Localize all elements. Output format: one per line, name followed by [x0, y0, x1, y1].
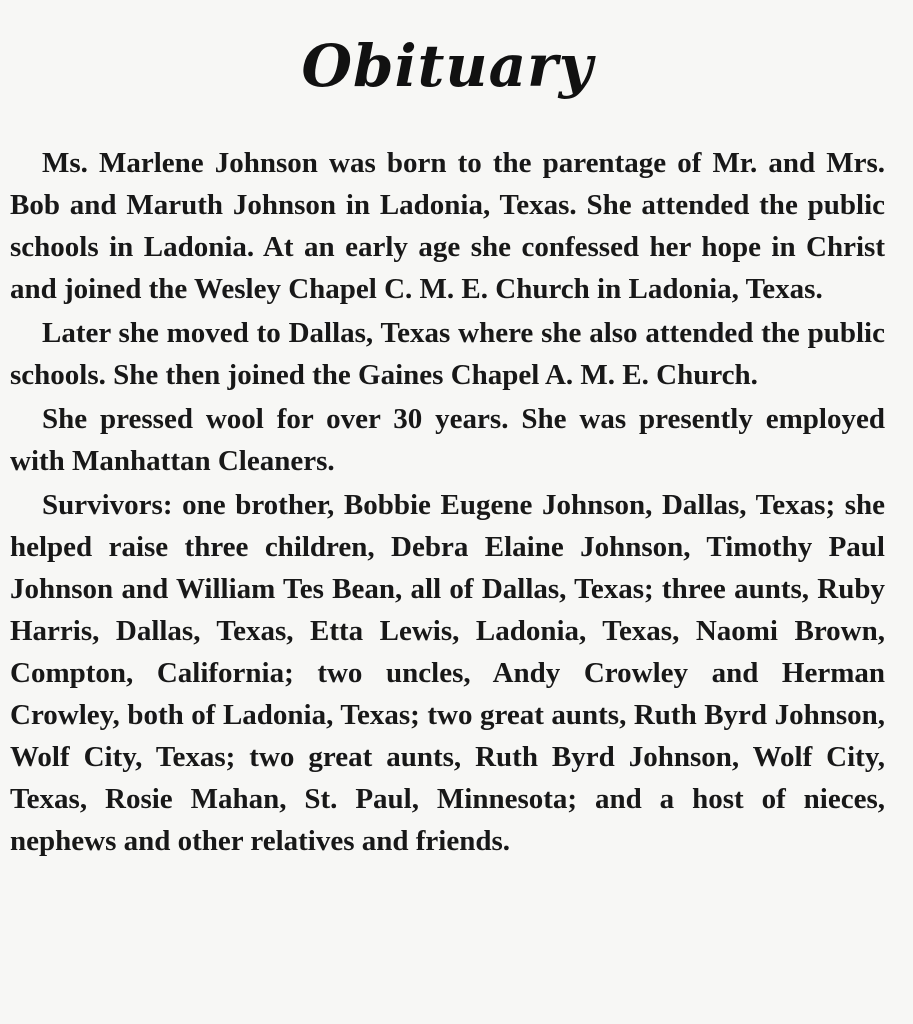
- obituary-body: [10, 142, 885, 862]
- paragraph-relocation: Later she moved to Dallas, Texas where she also attended the public schools. She then joined the Gaines Chapel A. M. E. Church.: [10, 317, 885, 391]
- paragraph-survivors: Survivors: one brother, Bobbie Eugene Johnson, Dallas, Texas; she helped raise three children, Debra Elaine Johnson, Timothy Paul Johnson and William Tes Bean, all of Dallas, Texas; three aunts, Ruby Harris, Dallas, Texas, Etta Lewis, Ladonia, Texas, Naomi Brown, Compton, California; two uncles, Andy Crowley and Herman Crowley, both of Ladonia, Texas; two great aunts, Ruth Byrd Johnson, Wolf City, Texas; two great aunts, Ruth Byrd Johnson, Wolf City, Texas, Rosie Mahan, St. Paul, Minnesota; and a host of nieces, nephews and other relatives and friends.: [10, 489, 885, 857]
- paragraph-biography: Ms. Marlene Johnson was born to the parentage of Mr. and Mrs. Bob and Maruth Johnson in Ladonia, Texas. She attended the public schools in Ladonia. At an early age she confessed her hope in Christ and joined the Wesley Chapel C. M. E. Church in Ladonia, Texas.: [10, 147, 885, 305]
- paragraph-employment: She pressed wool for over 30 years. She was presently employed with Manhattan Cleaners.: [10, 403, 885, 477]
- page-title: Obituary: [301, 32, 594, 100]
